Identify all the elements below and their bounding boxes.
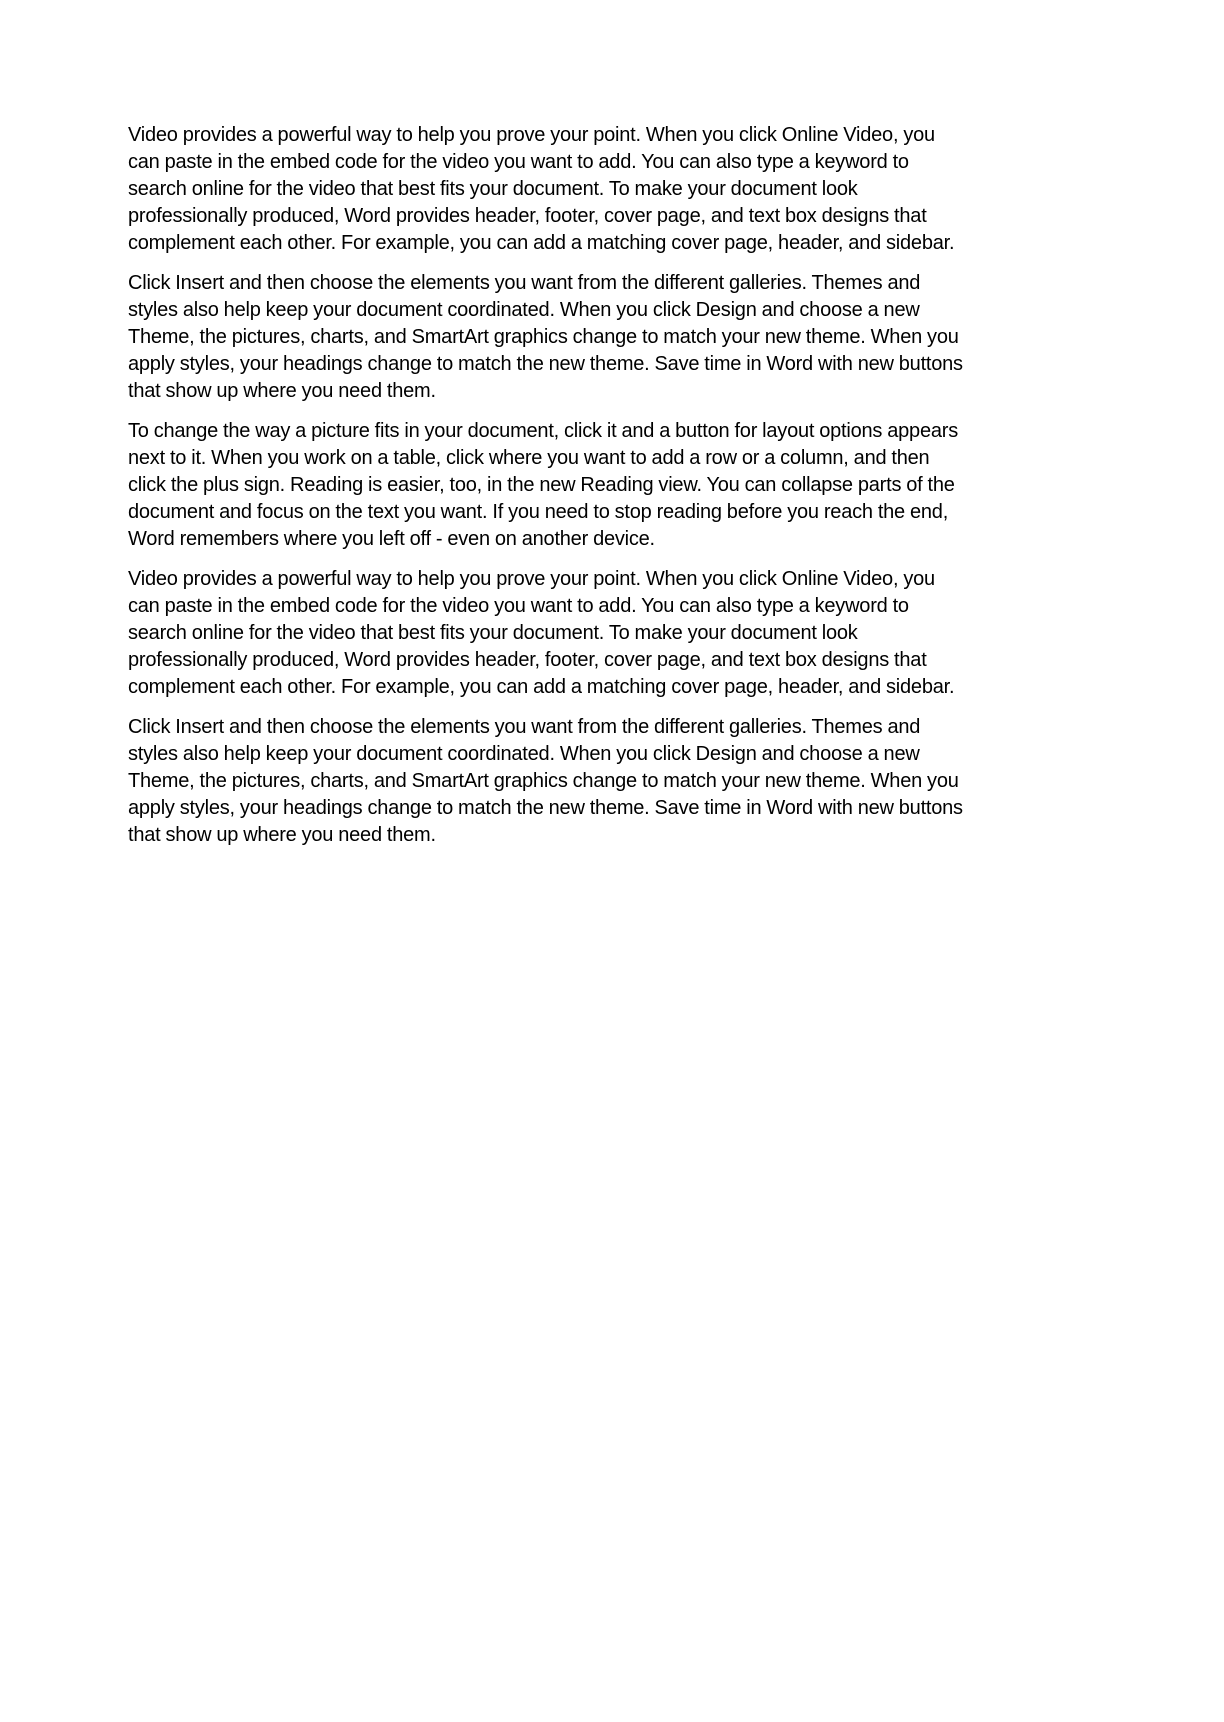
paragraph-4: Video provides a powerful way to help you prove your point. When you click Online Video, you can paste in the embed code for the video you want to add. You can also type a keyword to search online for the video that best fits your document. To make your document look professionally produced, Word provides header, footer, cover page, and text box designs that complement each other. For example, you can add a matching cover page, header, and sidebar. bbox=[128, 568, 955, 698]
document-text-body bbox=[128, 122, 966, 849]
paragraph-1: Video provides a powerful way to help you prove your point. When you click Online Video, you can paste in the embed code for the video you want to add. You can also type a keyword to search online for the video that best fits your document. To make your document look professionally produced, Word provides header, footer, cover page, and text box designs that complement each other. For example, you can add a matching cover page, header, and sidebar. bbox=[128, 124, 955, 254]
paragraph-3: To change the way a picture fits in your document, click it and a button for layout options appears next to it. When you work on a table, click where you want to add a row or a column, and then click the plus sign. Reading is easier, too, in the new Reading view. You can collapse parts of the document and focus on the text you want. If you need to stop reading before you reach the end, Word remembers where you left off - even on another device. bbox=[128, 420, 958, 550]
paragraph-2: Click Insert and then choose the elements you want from the different galleries. Themes and styles also help keep your document coordinated. When you click Design and choose a new Theme, the pictures, charts, and SmartArt graphics change to match your new theme. When you apply styles, your headings change to match the new theme. Save time in Word with new buttons that show up where you need them. bbox=[128, 272, 963, 402]
paragraph-5: Click Insert and then choose the elements you want from the different galleries. Themes and styles also help keep your document coordinated. When you click Design and choose a new Theme, the pictures, charts, and SmartArt graphics change to match your new theme. When you apply styles, your headings change to match the new theme. Save time in Word with new buttons that show up where you need them. bbox=[128, 716, 963, 846]
